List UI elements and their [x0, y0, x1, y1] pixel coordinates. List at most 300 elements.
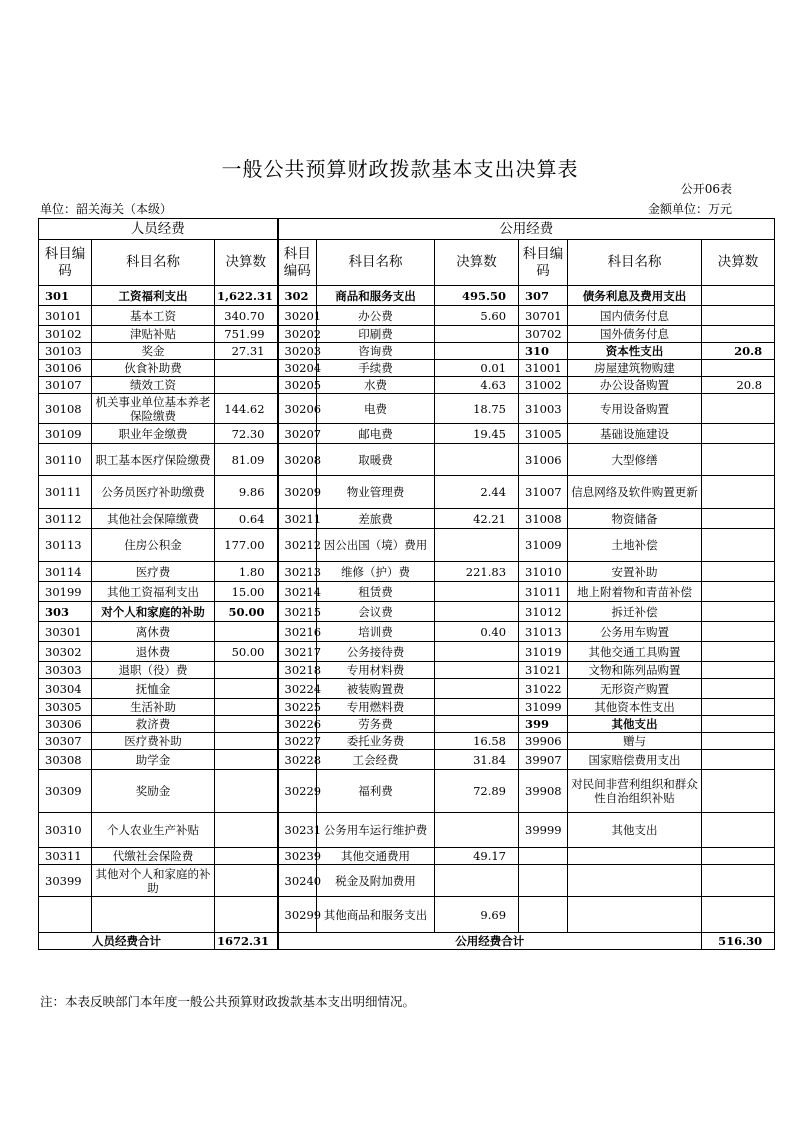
table-row: [39, 770, 775, 813]
table-row: [39, 622, 775, 642]
cell-name: 其他资本性支出: [568, 699, 702, 716]
cell-code: 30215: [278, 602, 317, 622]
cell-amount: [702, 897, 775, 933]
col-header-amount: 决算数: [702, 240, 775, 286]
cell-name: 租赁费: [317, 582, 435, 602]
cell-amount: [702, 476, 775, 509]
cell-name: 商品和服务支出: [317, 286, 435, 306]
group-header-personnel: 人员经费: [39, 219, 278, 240]
cell-code: 30109: [39, 424, 92, 444]
cell-code: 30218: [278, 662, 317, 679]
cell-name: 国内债务付息: [568, 306, 702, 326]
page-title: 一般公共预算财政拨款基本支出决算表: [221, 157, 579, 181]
cell-name: 对个人和家庭的补助: [92, 602, 215, 622]
total-public-label: 公用经费合计: [278, 933, 702, 950]
cell-name: 工会经费: [317, 750, 435, 770]
cell-amount: [215, 813, 278, 848]
col-header-name: 科目名称: [568, 240, 702, 286]
cell-amount: [215, 770, 278, 813]
cell-name: 债务利息及费用支出: [568, 286, 702, 306]
cell-name: [568, 865, 702, 897]
cell-code: 31006: [519, 444, 568, 476]
cell-amount: [702, 865, 775, 897]
cell-amount: 20.8: [702, 343, 775, 360]
cell-amount: 221.83: [435, 562, 519, 582]
cell-name: 土地补偿: [568, 529, 702, 562]
cell-code: 30211: [278, 509, 317, 529]
cell-amount: [215, 622, 278, 642]
cell-amount: [215, 750, 278, 770]
cell-name: 专用设备购置: [568, 394, 702, 424]
cell-amount: [215, 377, 278, 394]
cell-amount: 20.8: [702, 377, 775, 394]
cell-amount: [435, 602, 519, 622]
cell-code: 30309: [39, 770, 92, 813]
cell-name: 印刷费: [317, 326, 435, 343]
cell-name: 其他工资福利支出: [92, 582, 215, 602]
table-row: [39, 848, 775, 865]
cell-name: 国外债务付息: [568, 326, 702, 343]
cell-code: 31021: [519, 662, 568, 679]
table-row: [39, 509, 775, 529]
total-personnel-label: 人员经费合计: [39, 933, 215, 950]
table-row: [39, 306, 775, 326]
cell-name: 基础设施建设: [568, 424, 702, 444]
cell-code: 307: [519, 286, 568, 306]
cell-amount: [702, 306, 775, 326]
cell-amount: 72.30: [215, 424, 278, 444]
cell-code: 31013: [519, 622, 568, 642]
cell-name: 职业年金缴费: [92, 424, 215, 444]
total-public-value: 516.30: [702, 933, 775, 950]
expenditure-table: [38, 218, 775, 950]
cell-name: 被装购置费: [317, 679, 435, 699]
cell-amount: 5.60: [435, 306, 519, 326]
cell-name: 其他社会保障缴费: [92, 509, 215, 529]
cell-code: 31012: [519, 602, 568, 622]
cell-amount: 1,622.31: [215, 286, 278, 306]
cell-amount: 9.86: [215, 476, 278, 509]
cell-amount: [435, 326, 519, 343]
table-row: [39, 699, 775, 716]
table-row: [39, 813, 775, 848]
cell-code: 31009: [519, 529, 568, 562]
table-row: [39, 750, 775, 770]
cell-code: 30701: [519, 306, 568, 326]
cell-code: 30107: [39, 377, 92, 394]
cell-amount: [702, 733, 775, 750]
cell-name: 信息网络及软件购置更新: [568, 476, 702, 509]
cell-name: 大型修缮: [568, 444, 702, 476]
amount-unit-label: 金额单位：万元: [647, 202, 732, 216]
cell-name: 职工基本医疗保险缴费: [92, 444, 215, 476]
cell-name: 无形资产购置: [568, 679, 702, 699]
cell-amount: [702, 286, 775, 306]
table-row: [39, 602, 775, 622]
cell-name: 劳务费: [317, 716, 435, 733]
cell-name: 电费: [317, 394, 435, 424]
cell-code: 30111: [39, 476, 92, 509]
cell-code: 30225: [278, 699, 317, 716]
cell-name: 安置补助: [568, 562, 702, 582]
cell-name: 会议费: [317, 602, 435, 622]
cell-name: 奖金: [92, 343, 215, 360]
cell-code: 31010: [519, 562, 568, 582]
cell-name: 文物和陈列品购置: [568, 662, 702, 679]
cell-amount: [435, 699, 519, 716]
cell-amount: [215, 360, 278, 377]
cell-name: [568, 897, 702, 933]
cell-name: 维修（护）费: [317, 562, 435, 582]
cell-name: 邮电费: [317, 424, 435, 444]
cell-amount: [702, 562, 775, 582]
cell-amount: [215, 662, 278, 679]
cell-code: 30204: [278, 360, 317, 377]
cell-code: 30199: [39, 582, 92, 602]
cell-amount: [435, 444, 519, 476]
cell-name: [92, 897, 215, 933]
cell-code: 30311: [39, 848, 92, 865]
cell-amount: 4.63: [435, 377, 519, 394]
cell-code: 30212: [278, 529, 317, 562]
table-row: [39, 286, 775, 306]
cell-amount: 18.75: [435, 394, 519, 424]
table-row: [39, 360, 775, 377]
cell-name: 其他对个人和家庭的补助: [92, 865, 215, 897]
cell-amount: 9.69: [435, 897, 519, 933]
cell-code: 302: [278, 286, 317, 306]
table-row: [39, 326, 775, 343]
cell-code: [519, 848, 568, 865]
cell-amount: 49.17: [435, 848, 519, 865]
cell-name: 医疗费: [92, 562, 215, 582]
cell-code: 30112: [39, 509, 92, 529]
cell-name: 咨询费: [317, 343, 435, 360]
cell-code: 30102: [39, 326, 92, 343]
table-row: [39, 582, 775, 602]
cell-code: 30702: [519, 326, 568, 343]
cell-code: 30103: [39, 343, 92, 360]
cell-name: 工资福利支出: [92, 286, 215, 306]
cell-name: 离休费: [92, 622, 215, 642]
cell-code: 30227: [278, 733, 317, 750]
cell-code: 30301: [39, 622, 92, 642]
cell-code: 30110: [39, 444, 92, 476]
cell-code: 30228: [278, 750, 317, 770]
cell-amount: 50.00: [215, 602, 278, 622]
cell-code: 30229: [278, 770, 317, 813]
cell-amount: [215, 716, 278, 733]
cell-code: 30205: [278, 377, 317, 394]
col-header-code: 科目编码: [278, 240, 317, 286]
cell-amount: 0.01: [435, 360, 519, 377]
cell-code: 31022: [519, 679, 568, 699]
cell-name: 退休费: [92, 642, 215, 662]
cell-name: 取暖费: [317, 444, 435, 476]
cell-name: [568, 848, 702, 865]
cell-amount: [435, 865, 519, 897]
cell-code: 310: [519, 343, 568, 360]
footnote: 注：本表反映部门本年度一般公共预算财政拨款基本支出明细情况。: [40, 994, 416, 1009]
cell-code: 301: [39, 286, 92, 306]
cell-name: 绩效工资: [92, 377, 215, 394]
cell-name: 国家赔偿费用支出: [568, 750, 702, 770]
cell-name: 专用燃料费: [317, 699, 435, 716]
cell-amount: [702, 770, 775, 813]
cell-amount: 72.89: [435, 770, 519, 813]
table-row: [39, 343, 775, 360]
cell-code: 30239: [278, 848, 317, 865]
cell-name: 代缴社会保险费: [92, 848, 215, 865]
cell-name: 拆迁补偿: [568, 602, 702, 622]
cell-code: 31003: [519, 394, 568, 424]
cell-name: 基本工资: [92, 306, 215, 326]
cell-name: 生活补助: [92, 699, 215, 716]
cell-name: 伙食补助费: [92, 360, 215, 377]
cell-amount: [702, 716, 775, 733]
cell-name: 地上附着物和青苗补偿: [568, 582, 702, 602]
table-row: [39, 662, 775, 679]
cell-name: 机关事业单位基本养老保险缴费: [92, 394, 215, 424]
cell-code: 30202: [278, 326, 317, 343]
cell-amount: [702, 662, 775, 679]
table-row: [39, 642, 775, 662]
cell-code: 30216: [278, 622, 317, 642]
cell-code: 31011: [519, 582, 568, 602]
cell-amount: 0.40: [435, 622, 519, 642]
cell-amount: 27.31: [215, 343, 278, 360]
table-row: [39, 424, 775, 444]
cell-amount: [435, 662, 519, 679]
table-row: [39, 716, 775, 733]
cell-name: 救济费: [92, 716, 215, 733]
cell-code: 31002: [519, 377, 568, 394]
cell-code: 30106: [39, 360, 92, 377]
cell-amount: [702, 394, 775, 424]
cell-amount: [435, 813, 519, 848]
cell-code: 30213: [278, 562, 317, 582]
group-header-public: 公用经费: [278, 219, 775, 240]
cell-amount: [435, 343, 519, 360]
cell-amount: [702, 699, 775, 716]
cell-code: 30299: [278, 897, 317, 933]
cell-code: 30308: [39, 750, 92, 770]
cell-name: 物资储备: [568, 509, 702, 529]
cell-name: 办公设备购置: [568, 377, 702, 394]
cell-name: 公务用车购置: [568, 622, 702, 642]
total-personnel-value: 1672.31: [215, 933, 278, 950]
cell-amount: [702, 750, 775, 770]
cell-amount: [702, 582, 775, 602]
cell-name: 其他交通费用: [317, 848, 435, 865]
cell-amount: [702, 622, 775, 642]
cell-code: 30108: [39, 394, 92, 424]
cell-name: 赠与: [568, 733, 702, 750]
table-row: [39, 562, 775, 582]
table-row: [39, 865, 775, 897]
cell-code: 30206: [278, 394, 317, 424]
cell-amount: 2.44: [435, 476, 519, 509]
cell-amount: 0.64: [215, 509, 278, 529]
cell-amount: 81.09: [215, 444, 278, 476]
cell-code: 30208: [278, 444, 317, 476]
cell-code: 30240: [278, 865, 317, 897]
cell-code: 30303: [39, 662, 92, 679]
cell-code: 30209: [278, 476, 317, 509]
cell-name: 助学金: [92, 750, 215, 770]
cell-amount: [702, 529, 775, 562]
cell-code: 30113: [39, 529, 92, 562]
cell-code: 39999: [519, 813, 568, 848]
table-row: [39, 733, 775, 750]
cell-amount: [215, 848, 278, 865]
cell-amount: [702, 679, 775, 699]
cell-code: 31001: [519, 360, 568, 377]
cell-amount: 16.58: [435, 733, 519, 750]
cell-code: 31099: [519, 699, 568, 716]
cell-code: 39907: [519, 750, 568, 770]
cell-name: 委托业务费: [317, 733, 435, 750]
cell-name: 公务接待费: [317, 642, 435, 662]
cell-name: 公务用车运行维护费: [317, 813, 435, 848]
cell-code: 30214: [278, 582, 317, 602]
cell-code: 30306: [39, 716, 92, 733]
col-header-amount: 决算数: [435, 240, 519, 286]
cell-name: 物业管理费: [317, 476, 435, 509]
cell-amount: 340.70: [215, 306, 278, 326]
cell-amount: 144.62: [215, 394, 278, 424]
cell-name: 退职（役）费: [92, 662, 215, 679]
cell-code: 30399: [39, 865, 92, 897]
table-row: [39, 476, 775, 509]
cell-name: 水费: [317, 377, 435, 394]
cell-name: 房屋建筑物购建: [568, 360, 702, 377]
cell-code: 31019: [519, 642, 568, 662]
cell-name: 培训费: [317, 622, 435, 642]
cell-amount: [435, 529, 519, 562]
cell-name: 抚恤金: [92, 679, 215, 699]
cell-code: 30114: [39, 562, 92, 582]
cell-amount: [435, 716, 519, 733]
cell-name: 其他商品和服务支出: [317, 897, 435, 933]
cell-amount: 751.99: [215, 326, 278, 343]
cell-name: 公务员医疗补助缴费: [92, 476, 215, 509]
cell-code: [519, 897, 568, 933]
cell-code: 39906: [519, 733, 568, 750]
cell-amount: [435, 642, 519, 662]
cell-name: 其他支出: [568, 716, 702, 733]
cell-code: 30307: [39, 733, 92, 750]
cell-name: 手续费: [317, 360, 435, 377]
cell-name: 资本性支出: [568, 343, 702, 360]
cell-amount: 19.45: [435, 424, 519, 444]
cell-code: 39908: [519, 770, 568, 813]
cell-amount: [435, 582, 519, 602]
table-row: [39, 529, 775, 562]
table-row: [39, 377, 775, 394]
cell-name: 税金及附加费用: [317, 865, 435, 897]
cell-name: 专用材料费: [317, 662, 435, 679]
cell-name: 福利费: [317, 770, 435, 813]
cell-name: 医疗费补助: [92, 733, 215, 750]
cell-code: 399: [519, 716, 568, 733]
table-row: [39, 897, 775, 933]
col-header-name: 科目名称: [317, 240, 435, 286]
col-header-name: 科目名称: [92, 240, 215, 286]
cell-amount: [702, 326, 775, 343]
cell-code: 30231: [278, 813, 317, 848]
cell-name: 对民间非营利组织和群众性自治组织补贴: [568, 770, 702, 813]
cell-amount: [435, 679, 519, 699]
cell-name: 办公费: [317, 306, 435, 326]
cell-amount: [215, 897, 278, 933]
cell-code: 303: [39, 602, 92, 622]
cell-amount: [702, 642, 775, 662]
cell-code: 30201: [278, 306, 317, 326]
cell-code: 30304: [39, 679, 92, 699]
cell-amount: [702, 424, 775, 444]
cell-name: 其他交通工具购置: [568, 642, 702, 662]
cell-name: 个人农业生产补贴: [92, 813, 215, 848]
cell-code: 30217: [278, 642, 317, 662]
cell-name: 差旅费: [317, 509, 435, 529]
cell-name: 奖励金: [92, 770, 215, 813]
cell-amount: 177.00: [215, 529, 278, 562]
cell-amount: 42.21: [435, 509, 519, 529]
cell-name: 住房公积金: [92, 529, 215, 562]
cell-amount: [215, 733, 278, 750]
cell-name: 因公出国（境）费用: [317, 529, 435, 562]
cell-code: 30101: [39, 306, 92, 326]
cell-code: 30305: [39, 699, 92, 716]
cell-code: 31005: [519, 424, 568, 444]
cell-amount: 31.84: [435, 750, 519, 770]
col-header-code: 科目编码: [39, 240, 92, 286]
cell-amount: [215, 699, 278, 716]
cell-code: 30207: [278, 424, 317, 444]
cell-amount: [702, 602, 775, 622]
cell-code: 30224: [278, 679, 317, 699]
form-number: 公开06表: [680, 182, 732, 196]
cell-code: [39, 897, 92, 933]
cell-code: 30310: [39, 813, 92, 848]
cell-code: 31008: [519, 509, 568, 529]
cell-amount: [702, 444, 775, 476]
cell-amount: 495.50: [435, 286, 519, 306]
cell-code: 31007: [519, 476, 568, 509]
unit-label: 单位：韶关海关（本级）: [40, 202, 173, 216]
cell-amount: [702, 509, 775, 529]
cell-amount: [702, 360, 775, 377]
cell-name: 津贴补贴: [92, 326, 215, 343]
cell-code: 30226: [278, 716, 317, 733]
cell-amount: 1.80: [215, 562, 278, 582]
cell-name: 其他支出: [568, 813, 702, 848]
cell-amount: [702, 848, 775, 865]
cell-amount: 15.00: [215, 582, 278, 602]
cell-amount: [215, 679, 278, 699]
table-row: [39, 394, 775, 424]
cell-amount: 50.00: [215, 642, 278, 662]
cell-code: 30302: [39, 642, 92, 662]
cell-code: [519, 865, 568, 897]
col-header-amount: 决算数: [215, 240, 278, 286]
cell-amount: [215, 865, 278, 897]
table-row: [39, 679, 775, 699]
cell-amount: [702, 813, 775, 848]
col-header-code: 科目编码: [519, 240, 568, 286]
cell-code: 30203: [278, 343, 317, 360]
